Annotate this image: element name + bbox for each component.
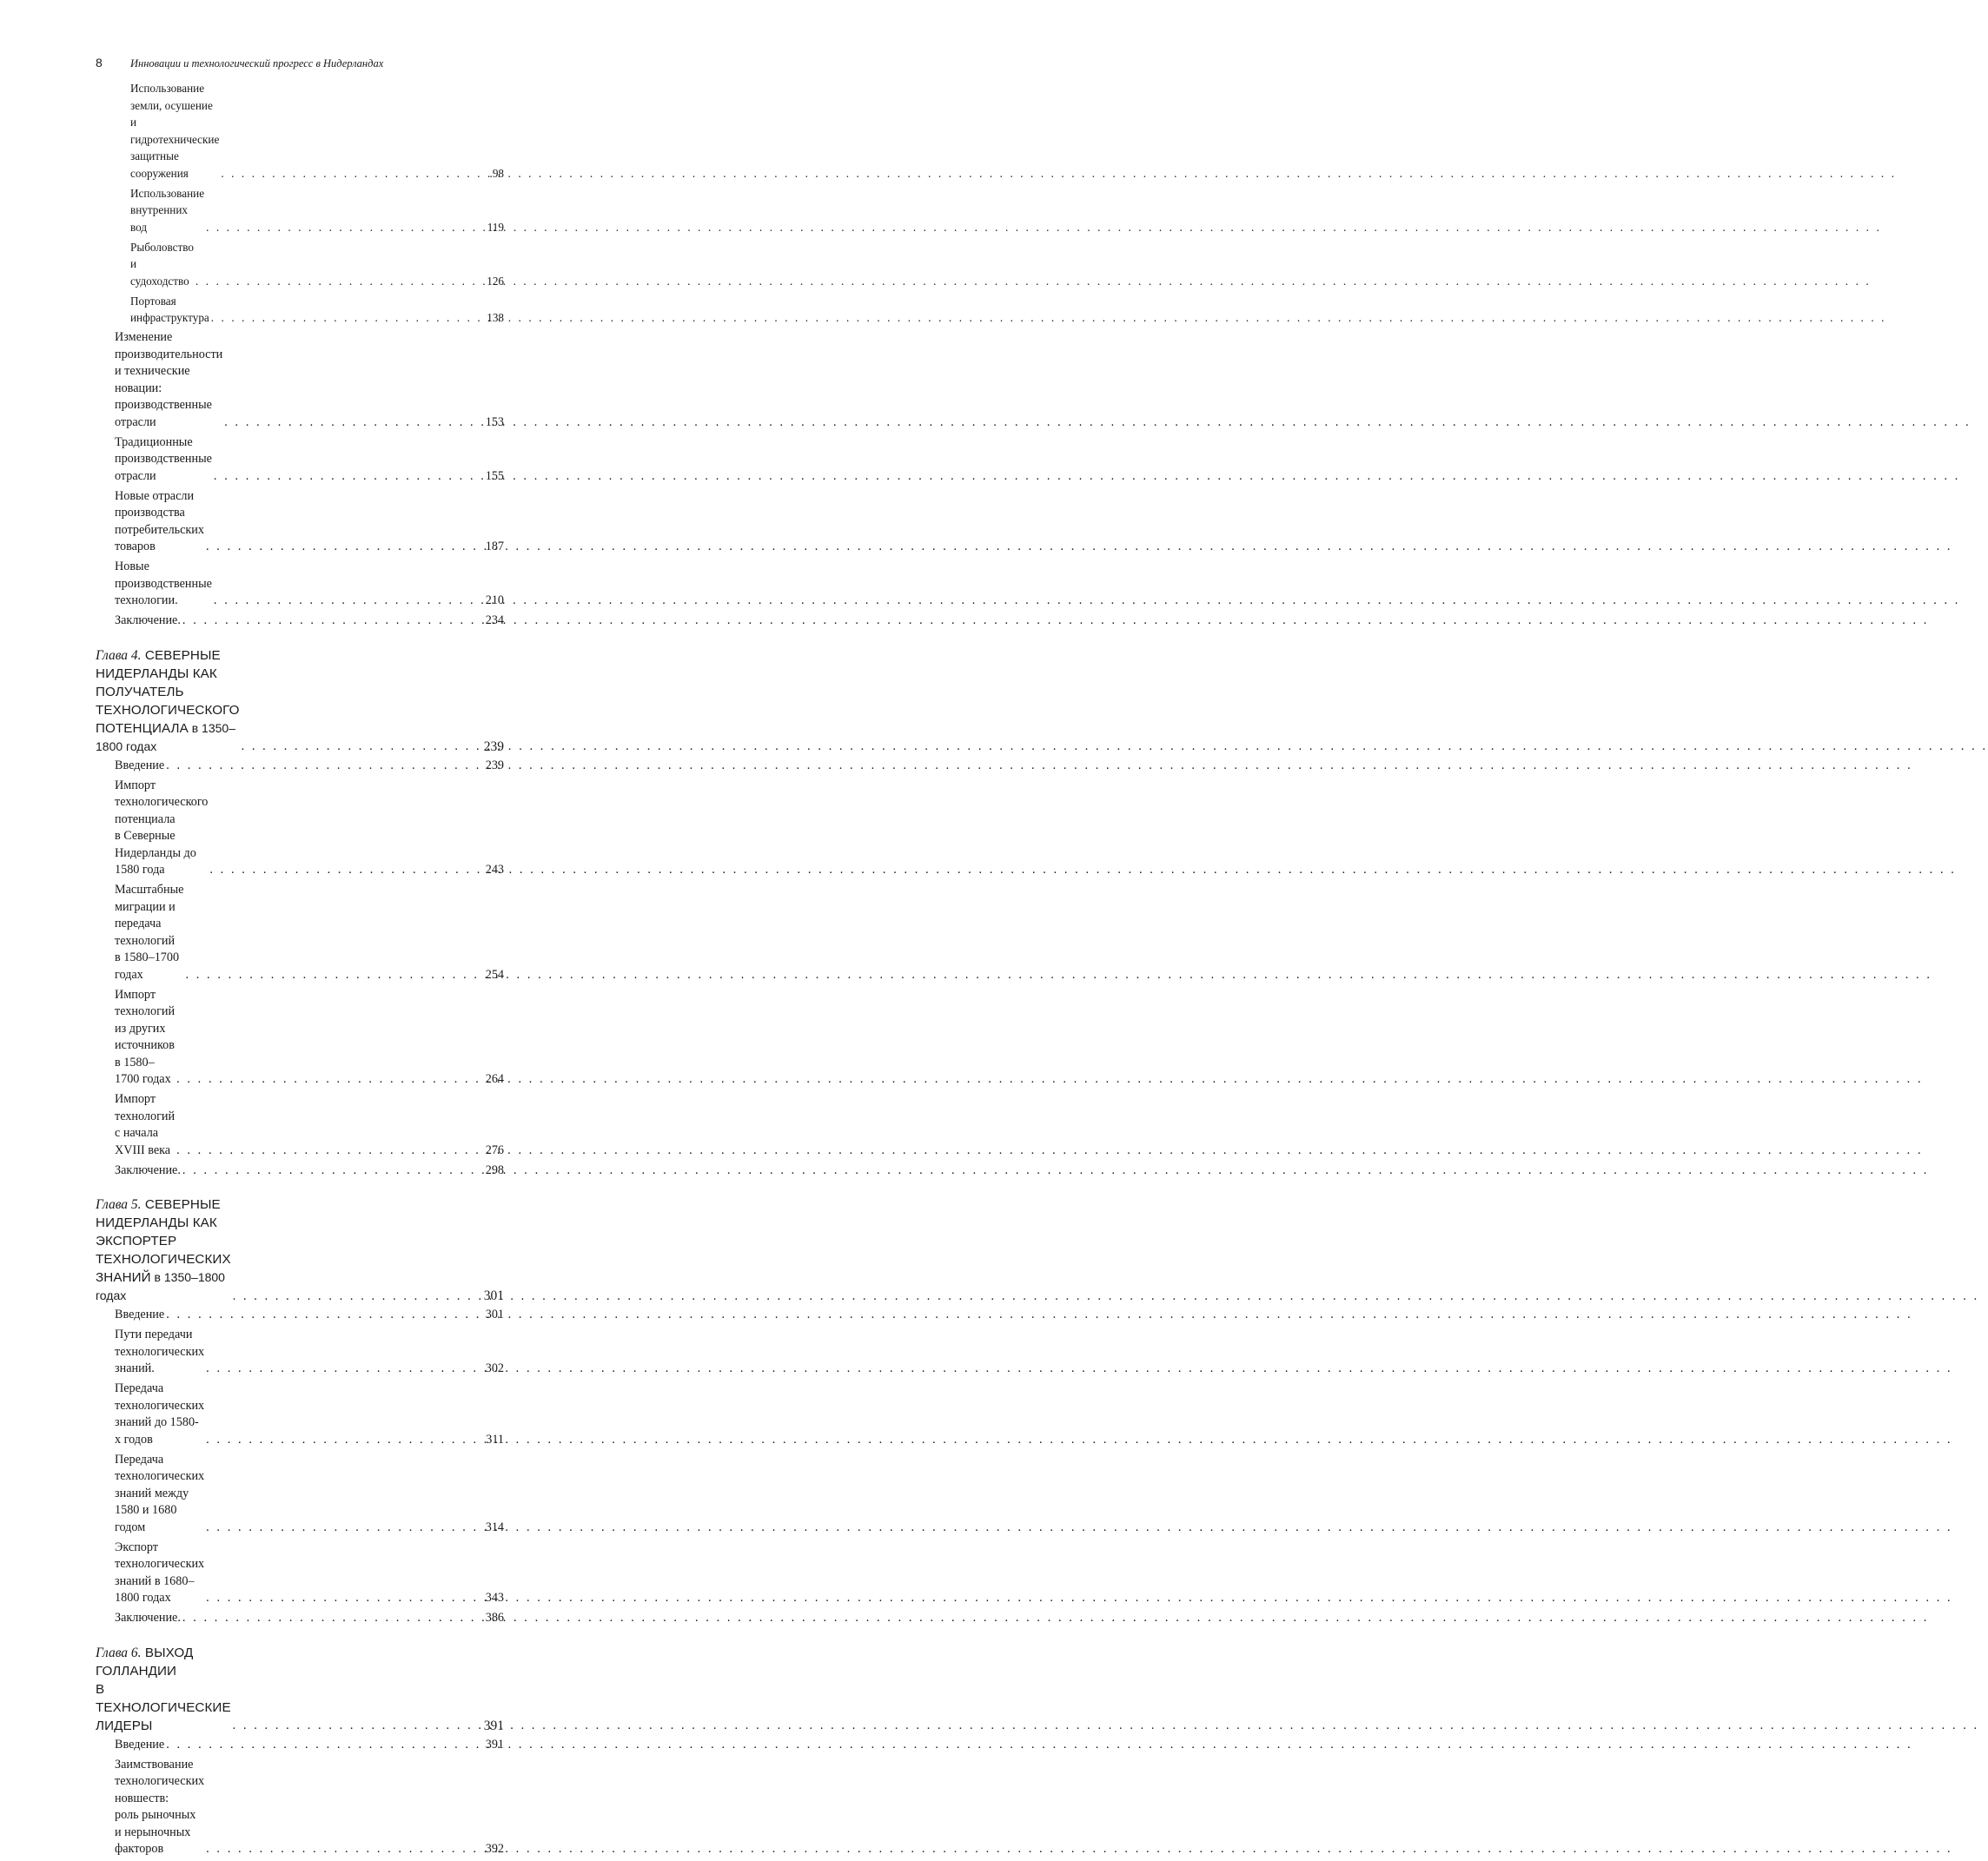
chapter-title [96,1644,231,1735]
chapter-years: в 1350–1800 годах [96,720,235,753]
toc-entry[interactable] [96,882,504,983]
dot-leader [206,219,486,236]
chapter-title-line1: ВЫХОД ГОЛЛАНДИИ [96,1645,194,1679]
toc-entry[interactable] [96,987,504,1089]
chapter-title [96,646,240,756]
toc-entry[interactable] [96,1162,504,1180]
dot-leader [182,1610,484,1627]
dot-leader [195,273,485,290]
dot-leader [209,862,483,879]
toc-page-number: 343 [485,1591,504,1605]
dot-leader [211,309,485,327]
toc-page-number: 314 [485,1520,504,1534]
dot-leader [221,165,487,182]
dot-leader [242,738,482,756]
dot-leader [182,1162,484,1180]
chapter-title [96,1195,231,1305]
toc-entry-title: Введение [115,758,165,772]
dot-leader [176,1142,484,1160]
running-title: Инновации и технологический прогресс в Нидерландах [130,57,384,70]
toc-entry-title: Заключение. [115,1611,181,1625]
toc-entry[interactable] [96,758,504,775]
toc-entry[interactable] [96,778,504,879]
dot-leader [166,1737,484,1754]
toc-page-number: 391 [485,1737,504,1752]
dot-leader [206,1590,484,1607]
toc-entry-title: Импорт технологий из других источников в 1580–1700 годах [115,987,176,1086]
chapter-years: в 1350–1800 годах [96,1270,225,1302]
toc-page-number: 210 [485,593,504,607]
dot-leader [206,1361,484,1378]
toc-entry[interactable] [96,1091,504,1159]
toc-entry-title: Заключение. [115,1162,181,1177]
toc-page-number: 392 [485,1842,504,1856]
chapter-title-line1: СЕВЕРНЫЕ НИДЕРЛАНДЫ КАК ЭКСПОРТЕР [96,1197,221,1248]
toc-entry-title: Введение [115,1308,165,1321]
chapter-title-line1: СЕВЕРНЫЕ НИДЕРЛАНДЫ КАК ПОЛУЧАТЕЛЬ [96,647,221,699]
toc-entry[interactable] [96,434,504,486]
toc-entry[interactable] [96,1307,504,1324]
toc-entry[interactable] [96,1381,504,1448]
dot-leader [185,967,483,984]
toc-page-number: 187 [485,540,504,553]
toc-entry[interactable] [96,1737,504,1754]
toc-entry[interactable] [96,329,504,431]
chapter-title-line2: ТЕХНОЛОГИЧЕСКОГО ПОТЕНЦИАЛА [96,702,240,736]
toc-entry[interactable] [96,293,504,327]
toc-entry[interactable] [96,488,504,556]
toc-entry-title: Экспорт технологических знаний в 1680–1800 годах [115,1540,205,1605]
toc-entry-title: Пути передачи технологических знаний. [115,1328,205,1375]
page-number: 8 [96,56,103,70]
toc-page-number: 243 [485,863,504,877]
toc-entry-title: Использование внутренних вод [130,186,205,234]
toc-entry[interactable] [96,1610,504,1627]
dot-leader [182,613,484,630]
chapter-title-line2: ТЕХНОЛОГИЧЕСКИХ ЗНАНИЙ [96,1252,231,1285]
dot-leader [206,1841,484,1858]
toc-page-number: 264 [485,1072,504,1086]
toc-page-number: 234 [485,613,504,627]
toc-page-number: 138 [487,311,504,324]
toc-page-number: 119 [487,220,504,234]
toc-page-number: 239 [483,738,504,754]
toc-page-number: 301 [485,1308,504,1321]
toc-entry-title: Заимствование технологических новшеств: роль рыночных и нерыночных факторов [115,1757,205,1856]
toc-entry[interactable] [96,1327,504,1378]
table-of-contents [96,80,504,1861]
toc-entry-title: Новые производственные технологии. [115,560,212,607]
toc-page-number: 276 [485,1142,504,1157]
toc-page-number: 301 [483,1288,504,1303]
dot-leader [224,414,483,432]
chapter-label: Глава 5. [96,1197,142,1212]
toc-entry[interactable] [96,1757,504,1858]
dot-leader [166,1307,484,1324]
toc-entry-title: Изменение производительности и технические новации: производственные отрасли [115,330,223,429]
toc-entry-title: Масштабные миграции и передача технологий в 1580–1700 годах [115,883,184,982]
toc-entry-title: Импорт технологий с начала XVIII века [115,1092,176,1157]
dot-leader [206,1432,484,1449]
toc-entry[interactable] [96,559,504,610]
toc-entry-title: Импорт технологического потенциала в Северные Нидерланды до 1580 года [115,778,209,877]
toc-page-number: 239 [485,758,504,772]
toc-page-number: 153 [485,414,504,429]
dot-leader [214,593,484,610]
dot-leader [214,468,484,486]
toc-page-number: 126 [487,274,504,288]
toc-entry[interactable] [96,185,504,236]
dot-leader [206,539,484,556]
chapter-heading[interactable] [96,1644,504,1735]
toc-entry-title: Заключение. [115,613,181,627]
toc-page-number: 298 [485,1162,504,1177]
toc-entry-title: Рыболовство и судоходство [130,240,194,288]
chapter-title-line2: В ТЕХНОЛОГИЧЕСКИЕ ЛИДЕРЫ [96,1681,231,1733]
toc-entry[interactable] [96,1452,504,1537]
toc-page-number: .98 [489,166,504,180]
toc-page-number: 391 [483,1718,504,1733]
chapter-label: Глава 6. [96,1645,142,1660]
dot-leader [233,1288,482,1306]
toc-entry-title: Передача технологических знаний между 1580 и 1680 годом [115,1452,205,1534]
toc-entry[interactable] [96,80,504,182]
dot-leader [233,1718,482,1735]
toc-entry-title: Использование земли, осушение и гидротехнические защитные сооружения [130,82,220,180]
toc-entry[interactable] [96,1540,504,1607]
dot-leader [176,1071,484,1089]
toc-page-number: 311 [486,1432,504,1447]
chapter-label: Глава 4. [96,647,142,663]
toc-entry-title: Традиционные производственные отрасли [115,434,212,483]
page-header [96,56,504,70]
dot-leader [166,758,484,775]
chapter-heading[interactable] [96,646,504,756]
toc-entry-title: Введение [115,1737,165,1752]
toc-page-number: 254 [485,967,504,982]
toc-page-number: 386 [485,1611,504,1625]
dot-leader [206,1520,484,1537]
toc-entry[interactable] [96,239,504,290]
toc-page-number: 155 [485,468,504,483]
chapter-heading[interactable] [96,1195,504,1305]
toc-entry[interactable] [96,613,504,630]
toc-entry-title: Портовая инфраструктура [130,294,209,324]
toc-entry-title: Передача технологических знаний до 1580-х годов [115,1381,205,1447]
toc-entry-title: Новые отрасли производства потребительских товаров [115,488,204,553]
toc-page-number: 302 [485,1361,504,1375]
